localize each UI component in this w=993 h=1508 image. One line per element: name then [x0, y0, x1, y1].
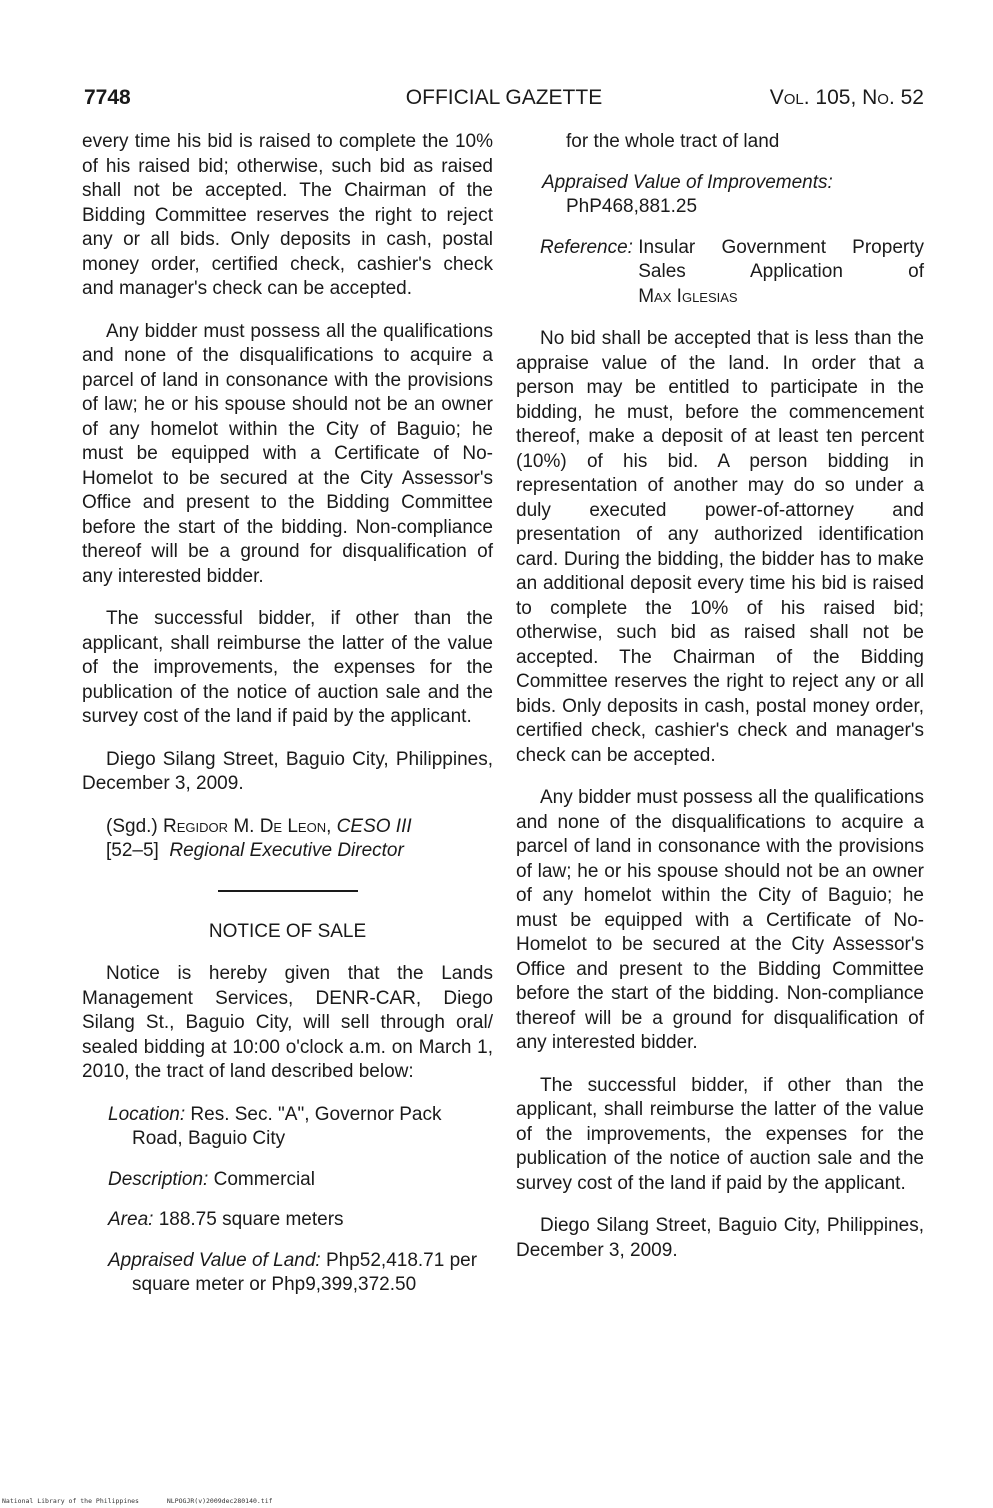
notice-body: Notice is hereby given that the Lands Management Services, DENR-CAR, Diego Silang St., Baguio City, will sell through oral/ sealed bidding at 10:00 o'clock a.m. on March 1, 2010, the tract of land described below: — [82, 963, 493, 1082]
sig-separator: , — [326, 815, 337, 837]
qualifications-paragraph: Any bidder must possess all the qualifications and none of the disqualifications to acquire a parcel of land in consonance with the provisions of law; he or his spouse should not be an owner of any homelot within the City of Baguio; he must be equipped with a Certificate of No-Homelot to be secured at the City Assessor's Office and present to the Bidding Committee before the start of the bidding. Non-compliance thereof will be a ground for disqualification of any interested bidder. — [82, 320, 493, 587]
footer-file: NLPOGJR(v)2009dec280140.tif — [166, 1497, 273, 1505]
location-item — [82, 1103, 493, 1152]
place-date-paragraph: Diego Silang Street, Baguio City, Philippines, December 3, 2009. — [82, 748, 493, 794]
right-column — [516, 130, 924, 1281]
page-number: 7748 — [84, 86, 131, 109]
land-value-value: Php52,418.71 per square meter or Php9,399,372.50 — [132, 1249, 478, 1295]
description-value: Commercial — [213, 1168, 315, 1190]
signatory-name: Regidor M. De Leon — [163, 815, 327, 837]
land-value-item — [82, 1249, 493, 1298]
volume-number: Vol. 105, No. 52 — [769, 86, 924, 109]
left-column — [82, 130, 493, 1314]
reference-label: Reference: — [540, 236, 633, 258]
bid-deposit-paragraph: No bid shall be accepted that is less than the appraise value of the land. In order that a person may be entitled to participate in the bidding, he must, before the commencement thereof, make a deposit of at least ten percent (10%) of his bid. A person bidding in representation of another may do so under a duly executed power-of-attorney and presentation of any authorized identification card. During the bidding, the bidder has to make an additional deposit every time his bid is raised to complete the 10% of his raised bid; otherwise, such bid as raised shall not be accepted. The Chairman of the Bidding Committee reserves the right to reject any or all bids. Only deposits in cash, postal money order, certified check, cashier's check and manager's check can be accepted. — [516, 328, 924, 766]
qualifications-paragraph-2: Any bidder must possess all the qualifications and none of the disqualifications to acquire a parcel of land in consonance with the provisions of law; he or his spouse should not be an owner of any homelot within the City of Baguio; he must be equipped with a Certificate of No-Homelot to be secured at the City Assessor's Office and present to the Bidding Committee before the start of the bidding. Non-compliance thereof will be a ground for disqualification of any interested bidder. — [516, 787, 924, 1053]
land-value-label: Appraised Value of Land: — [108, 1249, 321, 1271]
description-label: Description: — [108, 1168, 209, 1190]
area-value: 188.75 square meters — [158, 1209, 344, 1230]
section-divider — [218, 890, 358, 892]
sig-prefix: (Sgd.) — [106, 815, 164, 837]
location-value: Res. Sec. "A", Governor Pack Road, Baguio City — [132, 1103, 442, 1149]
land-value-continuation: for the whole tract of land — [566, 131, 780, 152]
description-item — [82, 1168, 493, 1193]
reimbursement-paragraph-2: The successful bidder, if other than the applicant, shall reimburse the latter of the value of the improvements, the expenses for the publication of the notice of auction sale and the survey cost of the land if paid by the applicant. — [516, 1074, 924, 1194]
reference-item — [540, 236, 924, 310]
page-header — [84, 86, 924, 112]
area-item — [82, 1208, 493, 1233]
reimbursement-paragraph: The successful bidder, if other than the applicant, shall reimburse the latter of the value of the improvements, the expenses for the publication of the notice of auction sale and the survey cost of the land if paid by the applicant. — [82, 608, 493, 727]
improvements-label: Appraised Value of Improvements: — [542, 171, 833, 193]
reference-text — [638, 236, 924, 310]
location-label: Location: — [108, 1103, 186, 1125]
signature-block — [106, 815, 493, 864]
notice-title: NOTICE OF SALE — [208, 920, 367, 942]
improvements-value: PhP468,881.25 — [566, 196, 698, 217]
signatory-title: CESO III — [336, 815, 412, 837]
signatory-position: Regional Executive Director — [169, 840, 404, 861]
reference-name: Max Iglesias — [638, 285, 738, 307]
reference-value: Insular Government Property Sales Application of — [638, 236, 924, 282]
scan-footer — [2, 1497, 297, 1505]
place-date-paragraph-2: Diego Silang Street, Baguio City, Philippines, December 3, 2009. — [516, 1215, 924, 1261]
publication-title: OFFICIAL GAZETTE — [405, 86, 603, 109]
improvements-item — [516, 171, 924, 220]
notice-reference: [52–5] — [106, 840, 159, 861]
footer-library: National Library of the Philippines — [2, 1497, 139, 1505]
area-label: Area: — [108, 1209, 154, 1230]
bid-raise-paragraph: every time his bid is raised to complete the 10% of his raised bid; otherwise, such bid as raised shall not be accepted. The Chairman of the Bidding Committee reserves the right to reject any or all bids. Only deposits in cash, postal money order, certified check, cashier's check and manager's check can be accepted. — [82, 131, 493, 299]
